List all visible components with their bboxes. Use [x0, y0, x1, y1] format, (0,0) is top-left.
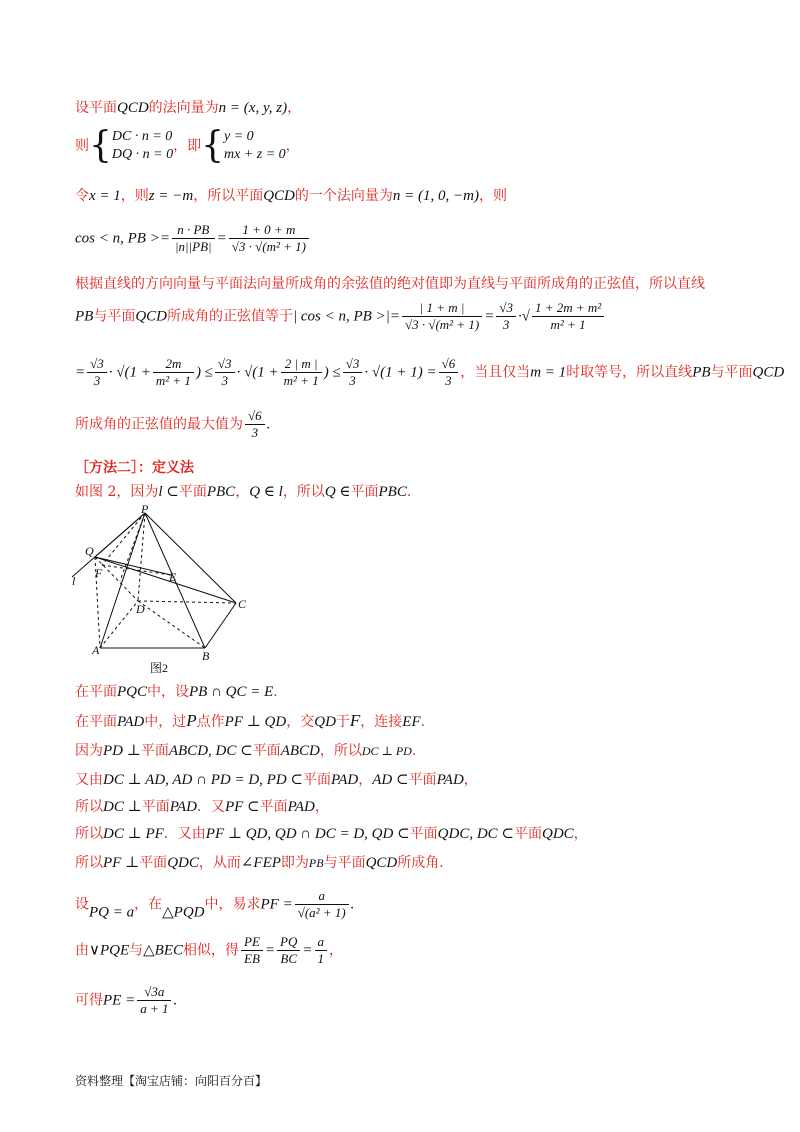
text: 在平面 — [75, 714, 117, 730]
numerator: √3 — [215, 356, 235, 373]
math: DC ⊥ AD, AD ∩ PD = D, PD ⊂ — [103, 772, 303, 788]
text: ， — [329, 942, 343, 959]
text: 平面 — [139, 855, 168, 871]
math: △PQD — [162, 904, 205, 921]
text: 平面 — [140, 743, 169, 759]
label-A: A — [92, 643, 100, 657]
text: 与平面 — [323, 855, 366, 871]
text-line-5 — [75, 274, 705, 294]
math: △BEC — [143, 942, 184, 959]
math: l ⊂ — [158, 484, 179, 500]
math: n = (x, y, z) — [218, 100, 288, 116]
math: PF ⊥ QD, QD ∩ DC = D, QD ⊂ — [205, 826, 410, 842]
math: PAD — [169, 799, 197, 815]
edge-QC — [95, 557, 236, 603]
text: 所以 — [75, 855, 103, 871]
text: 可得 — [75, 992, 103, 1009]
math: PB — [308, 856, 324, 870]
eq: DQ · n = 0 — [111, 147, 174, 162]
text: 中，易求 — [204, 896, 261, 913]
math: PBC — [378, 484, 407, 500]
text-line-11 — [75, 682, 278, 702]
text: 点作 — [196, 714, 225, 730]
math: PAD — [436, 772, 464, 788]
eq: mx + z = 0 — [223, 147, 286, 162]
math: QD — [314, 714, 336, 730]
math: z = −m — [148, 188, 194, 204]
brace: { — [89, 125, 112, 166]
numerator: 1 + 0 + m — [229, 222, 309, 239]
math: x = 1 — [89, 188, 121, 204]
text: 平面 — [259, 799, 288, 815]
math: PF = — [260, 896, 293, 913]
math: . — [350, 896, 355, 913]
math: PD ⊥ — [103, 743, 141, 759]
text-line-15 — [75, 797, 329, 817]
edge-PF — [102, 513, 145, 565]
brace: { — [201, 125, 224, 166]
fraction — [532, 300, 604, 333]
math: · √(1 + 1) = — [364, 364, 437, 381]
numerator: √3 — [343, 356, 363, 373]
label-D: D — [136, 602, 145, 616]
edge-AD — [100, 601, 138, 648]
label-Q: Q — [85, 544, 94, 558]
edge-PC — [145, 513, 236, 603]
text: ，在 — [134, 896, 163, 913]
fraction — [137, 984, 171, 1017]
math: DC ⊥ PD — [361, 744, 412, 758]
text: 平面 — [350, 484, 379, 500]
fraction — [172, 222, 215, 255]
text-line-12 — [75, 711, 425, 732]
text: 如图 2，因为 — [75, 484, 159, 500]
math: DC ⊥ — [103, 799, 142, 815]
math: EF — [402, 714, 421, 730]
fraction — [281, 356, 322, 389]
math: ∨PQE — [89, 942, 130, 959]
label-B: B — [202, 649, 210, 663]
text: 因为 — [75, 743, 103, 759]
math: PF ⊥ — [103, 855, 140, 871]
math: PB — [75, 308, 94, 325]
math: QDC — [541, 826, 574, 842]
text: ．又由 — [163, 826, 206, 842]
label-E: E — [169, 570, 177, 584]
math: PF ⊂ — [224, 799, 260, 815]
text: 平面 — [141, 799, 170, 815]
math: · √(1 + — [108, 364, 151, 381]
numerator: a — [315, 934, 328, 951]
math: PQ = a — [89, 904, 135, 921]
text: 与平面 — [93, 308, 136, 325]
eq: DC · n = 0 — [111, 129, 173, 144]
text: . — [411, 743, 417, 759]
math: AD ⊂ — [372, 772, 409, 788]
math: . — [266, 416, 271, 433]
figure-caption: 图2 — [150, 661, 169, 675]
denominator: m² + 1 — [155, 373, 191, 388]
text: ， — [285, 138, 300, 154]
text: ， — [463, 772, 478, 788]
math: = — [484, 308, 495, 325]
text: 设 — [75, 896, 89, 913]
text-line-1 — [75, 98, 301, 118]
label-P: P — [141, 505, 149, 516]
math: . — [173, 992, 178, 1009]
math: PQC — [117, 684, 147, 700]
math: ABCD, DC ⊂ — [168, 743, 253, 759]
text: 平面 — [178, 484, 207, 500]
math: QCD — [752, 364, 785, 381]
text: ，所以 — [282, 484, 325, 500]
fraction — [245, 408, 265, 441]
fraction — [402, 300, 482, 333]
text-line-16 — [75, 824, 588, 844]
text: ， — [287, 100, 302, 116]
math: · — [517, 308, 522, 325]
denominator: BC — [280, 951, 298, 966]
math: Q ∈ — [324, 484, 351, 500]
text: 平面 — [513, 826, 542, 842]
footer-note: 资料整理【淘宝店铺：向阳百分百】 — [75, 1074, 268, 1088]
fraction — [496, 300, 516, 333]
math: ) ≤ — [323, 364, 341, 381]
text: 与 — [129, 942, 144, 959]
text: ，则 — [120, 188, 149, 204]
equation-system-2 — [224, 128, 286, 164]
text: 根据直线的方向向量与平面法向量所成角的余弦值的绝对值即为直线与平面所成角的正弦值，所以直线 — [75, 276, 705, 292]
fraction — [277, 934, 300, 967]
numerator: 1 + 2m + m² — [532, 300, 604, 317]
edge-DC — [138, 601, 236, 603]
text: ， — [235, 484, 250, 500]
math: PAD — [287, 799, 315, 815]
text: 即为 — [280, 855, 309, 871]
fraction — [295, 888, 349, 921]
fraction — [87, 356, 107, 389]
denominator: m² + 1 — [550, 317, 586, 332]
text-line-4 — [75, 222, 311, 255]
text-line-19 — [75, 934, 343, 967]
text: . — [273, 684, 278, 700]
text-line-17 — [75, 853, 444, 873]
numerator: √6 — [245, 408, 265, 425]
text: 相似，得 — [183, 942, 240, 959]
math: n = (1, 0, −m) — [392, 188, 479, 204]
math: PAD — [117, 714, 145, 730]
text-line-8 — [75, 408, 270, 441]
text: ， — [314, 799, 329, 815]
numerator: √6 — [439, 356, 459, 373]
denominator: √(a² + 1) — [297, 905, 346, 920]
math: Q ∈ l — [249, 484, 283, 500]
text: ，则 — [478, 188, 507, 204]
text: ，交 — [286, 714, 315, 730]
denominator: 1 — [317, 951, 324, 966]
denominator: √3 · √(m² + 1) — [404, 317, 480, 332]
text: ，所以平面 — [193, 188, 264, 204]
geometry-figure — [68, 505, 258, 675]
math: DC ⊥ PF — [103, 826, 164, 842]
denominator: m² + 1 — [283, 373, 319, 388]
denominator: 3 — [251, 425, 259, 440]
text: 所以 — [75, 799, 103, 815]
math: P — [186, 711, 197, 730]
numerator: √3 — [87, 356, 107, 373]
text: ，当且仅当 — [460, 364, 531, 381]
section-heading — [75, 458, 194, 478]
denominator: |n||PB| — [174, 239, 212, 254]
sqrt-sign: √ — [521, 308, 530, 325]
fraction — [343, 356, 363, 389]
text: . — [406, 484, 412, 500]
numerator: PE — [241, 934, 263, 951]
text-line-6 — [75, 300, 606, 333]
math: QCD — [135, 308, 167, 325]
text-line-13 — [75, 741, 416, 761]
heading-text: ［方法二］：定义法 — [75, 460, 194, 476]
text: ，从而 — [198, 855, 241, 871]
math: ) ≤ — [195, 364, 213, 381]
text: ， — [358, 772, 373, 788]
denominator: 3 — [93, 373, 101, 388]
text: 所成角的正弦值的最大值为 — [75, 416, 243, 433]
text: 时取等号，所以直线 — [566, 364, 693, 381]
text: 所成角. — [397, 855, 444, 871]
text: 与平面 — [710, 364, 753, 381]
equation-system-1 — [112, 128, 173, 164]
math: PB ∩ QC = E — [189, 684, 274, 700]
text: 所成角的正弦值等于 — [167, 308, 293, 325]
math: QCD — [117, 100, 149, 116]
text: ，所以 — [319, 743, 362, 759]
text: 于 — [335, 714, 350, 730]
numerator: PQ — [277, 934, 300, 951]
numerator: a — [295, 888, 349, 905]
text: 由 — [75, 942, 89, 959]
denominator: 3 — [349, 373, 356, 388]
text-line-7 — [75, 356, 784, 389]
math: QDC — [167, 855, 199, 871]
numerator: 2 | m | — [281, 356, 322, 373]
denominator: √3 · √(m² + 1) — [231, 239, 306, 254]
text-line-20 — [75, 984, 177, 1017]
denominator: 3 — [445, 373, 452, 388]
text: ．又 — [196, 799, 225, 815]
math: QCD — [263, 188, 295, 204]
denominator: 3 — [502, 317, 510, 332]
text-line-18 — [75, 888, 354, 923]
label-C: C — [238, 597, 247, 611]
text: 平面 — [408, 772, 437, 788]
denominator: 3 — [221, 373, 228, 388]
text: 又由 — [75, 772, 103, 788]
numerator: 2m — [153, 356, 194, 373]
numerator: | 1 + m | — [402, 300, 482, 317]
fraction — [215, 356, 235, 389]
denominator: a + 1 — [140, 1001, 169, 1016]
text: 平面 — [252, 743, 281, 759]
fraction — [315, 934, 328, 967]
text: 所以 — [75, 826, 103, 842]
text: 中，设 — [147, 684, 189, 700]
fraction — [241, 934, 263, 967]
text: 设平面 — [75, 100, 117, 116]
numerator: √3a — [137, 984, 171, 1001]
math: PBC — [206, 484, 236, 500]
text: 在平面 — [75, 684, 117, 700]
math: ABCD — [280, 743, 320, 759]
text: ，连接 — [360, 714, 403, 730]
text-line-14 — [75, 770, 478, 790]
text: . — [420, 714, 426, 730]
math: ∠FEP — [240, 855, 281, 871]
math: | cos < n, PB >|= — [293, 308, 400, 325]
math: F — [349, 711, 361, 730]
numerator: n · PB — [172, 222, 215, 239]
math: cos < n, PB >= — [75, 230, 170, 247]
fraction — [229, 222, 309, 255]
math: PB — [692, 364, 711, 381]
text: 中，过 — [144, 714, 187, 730]
text-line-10 — [75, 482, 411, 502]
math: · √(1 + — [236, 364, 279, 381]
math: PF ⊥ QD — [224, 714, 287, 730]
text: 则 — [75, 138, 89, 154]
text: ，即 — [173, 138, 202, 154]
edge-BC — [205, 603, 236, 648]
math: PAD — [331, 772, 359, 788]
math: m = 1 — [530, 364, 567, 381]
text: 的法向量为 — [148, 100, 219, 116]
numerator: √3 — [496, 300, 516, 317]
text: 令 — [75, 188, 89, 204]
text: 平面 — [303, 772, 331, 788]
math: PE = — [103, 992, 136, 1009]
math: = — [216, 230, 227, 247]
text-line-2 — [75, 125, 300, 166]
text-line-3 — [75, 186, 507, 206]
fraction — [153, 356, 194, 389]
math: QDC, DC ⊂ — [437, 826, 514, 842]
eq: y = 0 — [223, 129, 254, 144]
fraction — [439, 356, 459, 389]
math: QCD — [365, 855, 398, 871]
edge-PD — [138, 513, 145, 601]
math: = — [264, 942, 276, 959]
label-l: l — [72, 574, 76, 588]
text: 平面 — [409, 826, 438, 842]
math: = — [302, 942, 313, 959]
text: 的一个法向量为 — [294, 188, 393, 204]
denominator: EB — [244, 951, 260, 966]
label-F: F — [95, 566, 103, 580]
math: = — [75, 364, 86, 381]
text: ， — [573, 826, 588, 842]
